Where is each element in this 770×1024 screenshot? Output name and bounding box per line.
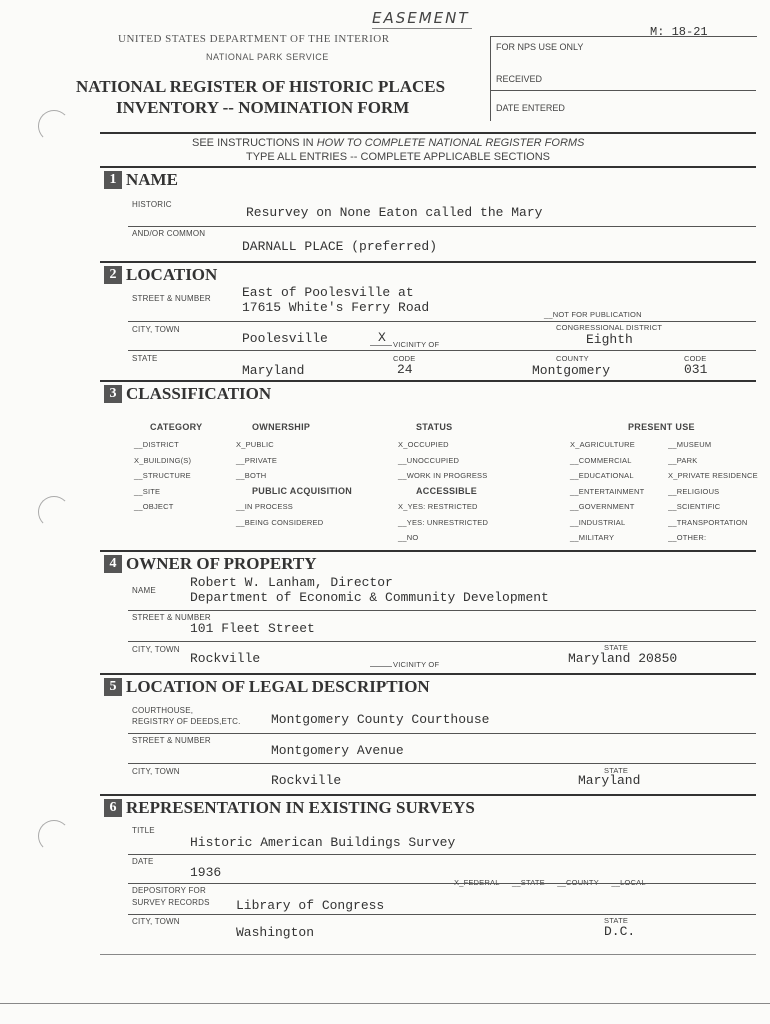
form-title-line1: NATIONAL REGISTER OF HISTORIC PLACES [76, 77, 446, 96]
present-use-option: __OTHER: [668, 533, 707, 542]
present-use-option: __RELIGIOUS [668, 486, 720, 496]
section-rule [100, 794, 756, 796]
present-use-option: __ENTERTAINMENT [570, 486, 645, 496]
status-option: X_OCCUPIED [398, 440, 449, 449]
present-use-option: __GOVERNMENT [570, 502, 635, 511]
present-use-col2 [668, 440, 760, 549]
legal-street-label: STREET & NUMBER [132, 736, 211, 745]
owner-city-label: CITY, TOWN [132, 645, 180, 654]
courthouse-label-1: COURTHOUSE, [132, 706, 194, 715]
present-use-option: __SCIENTIFIC [668, 502, 721, 511]
level-option: __STATE [512, 878, 545, 887]
instructions-text: SEE INSTRUCTIONS IN [192, 137, 317, 149]
city-value: Poolesville [242, 331, 328, 346]
survey-state-label: STATE [604, 916, 629, 925]
section-2-heading [104, 265, 217, 285]
owner-name-label: NAME [132, 586, 156, 595]
status-option: __WORK IN PROGRESS [398, 471, 488, 480]
courthouse-value: Montgomery County Courthouse [271, 712, 490, 727]
accessible-option: X_YES: RESTRICTED [398, 502, 478, 511]
present-use-option: __MUSEUM [668, 440, 712, 449]
accessible-options [398, 502, 488, 549]
form-title-line2: INVENTORY -- NOMINATION FORM [116, 98, 410, 117]
punch-hole [38, 110, 70, 142]
field-rule [128, 321, 756, 322]
survey-city: Washington [236, 925, 315, 940]
state-label: STATE [132, 354, 158, 363]
legal-state: Maryland [578, 773, 641, 788]
page-edge [0, 1003, 770, 1004]
section-number: 1 [104, 171, 122, 189]
status-option: __UNOCCUPIED [398, 455, 460, 465]
accessible-option: __NO [398, 533, 419, 542]
level-option: X_FEDERAL [454, 878, 500, 887]
owner-name-line1: Robert W. Lanham, Director [190, 575, 393, 590]
underline [372, 28, 472, 29]
ownership-option: X_PUBLIC [236, 440, 274, 449]
section-title: REPRESENTATION IN EXISTING SURVEYS [126, 798, 475, 817]
present-use-option: X_PRIVATE RESIDENCE [668, 471, 758, 480]
field-rule [128, 226, 756, 227]
state-value: Maryland [242, 363, 305, 378]
instructions-emphasis: HOW TO COMPLETE NATIONAL REGISTER FORMS [316, 137, 585, 149]
field-rule [128, 763, 756, 764]
instructions-line2: TYPE ALL ENTRIES -- COMPLETE APPLICABLE SECTIONS [246, 151, 551, 163]
section-title: LOCATION [126, 265, 218, 284]
category-options [134, 440, 191, 518]
depository-value: Library of Congress [236, 898, 385, 913]
owner-name-line2: Department of Economic & Community Development [190, 590, 549, 605]
depository-label-2: SURVEY RECORDS [132, 898, 210, 907]
depository-label-1: DEPOSITORY FOR [132, 886, 206, 895]
accessible-heading: ACCESSIBLE [416, 486, 478, 496]
section-rule [100, 261, 756, 263]
section-number: 6 [104, 799, 122, 817]
common-name: DARNALL PLACE (preferred) [242, 239, 438, 254]
category-option: __STRUCTURE [134, 471, 191, 480]
nps-use-only-label: FOR NPS USE ONLY [496, 42, 584, 52]
section-rule [100, 673, 756, 675]
owner-city: Rockville [190, 651, 261, 666]
divider [490, 90, 756, 91]
survey-date-label: DATE [132, 857, 154, 866]
section-title: LOCATION OF LEGAL DESCRIPTION [126, 677, 430, 696]
category-option: __SITE [134, 486, 161, 496]
common-name-label: AND/OR COMMON [132, 229, 206, 238]
section-number: 3 [104, 385, 122, 403]
field-rule [128, 914, 756, 915]
district-label: CONGRESSIONAL DISTRICT [556, 323, 663, 332]
category-option: __DISTRICT [134, 440, 179, 449]
present-use-option: __PARK [668, 455, 698, 465]
present-use-option: __INDUSTRIAL [570, 517, 626, 527]
acquisition-option: __IN PROCESS [236, 502, 294, 511]
vicinity-label: VICINITY OF [393, 340, 440, 349]
ownership-option: __BOTH [236, 471, 267, 480]
present-use-option: __TRANSPORTATION [668, 517, 748, 527]
historic-label: HISTORIC [132, 200, 172, 209]
easement-annotation: EASEMENT [372, 9, 470, 27]
present-use-option: X_AGRICULTURE [570, 440, 635, 449]
department-name: UNITED STATES DEPARTMENT OF THE INTERIOR [118, 33, 390, 45]
survey-state: D.C. [604, 924, 636, 939]
street-label: STREET & NUMBER [132, 294, 211, 303]
street-line1: East of Poolesville at [242, 285, 414, 300]
acquisition-option: __BEING CONSIDERED [236, 517, 324, 527]
date-entered-label: DATE ENTERED [496, 103, 565, 113]
survey-levels [454, 872, 646, 890]
ownership-option: __PRIVATE [236, 455, 278, 465]
legal-city: Rockville [271, 773, 342, 788]
county-code-label: CODE [684, 354, 707, 363]
field-rule [128, 350, 756, 351]
section-title: CLASSIFICATION [126, 384, 272, 403]
present-use-option: __MILITARY [570, 533, 615, 542]
section-3-heading [104, 384, 271, 404]
status-options [398, 440, 487, 487]
section-rule [100, 550, 756, 552]
field-rule [128, 610, 756, 611]
field-rule [128, 883, 756, 884]
header-rule [100, 132, 756, 134]
district-value: Eighth [586, 332, 633, 347]
punch-hole [38, 496, 70, 528]
vicinity-blank [370, 345, 392, 346]
category-option: __OBJECT [134, 502, 174, 511]
acquisition-options [236, 502, 323, 533]
section-4-heading [104, 554, 317, 574]
accessible-option: __YES: UNRESTRICTED [398, 517, 489, 527]
present-use-col1 [570, 440, 644, 549]
field-rule [128, 854, 756, 855]
section-number: 5 [104, 678, 122, 696]
map-reference: M: 18-21 [650, 25, 708, 39]
punch-hole [38, 820, 70, 852]
category-option: X_BUILDING(S) [134, 455, 192, 465]
owner-state: Maryland 20850 [568, 651, 678, 666]
section-1-heading [104, 170, 178, 190]
instructions-line1 [192, 137, 584, 149]
county-label: COUNTY [556, 354, 589, 363]
section-rule [100, 954, 756, 955]
legal-city-label: CITY, TOWN [132, 767, 180, 776]
legal-state-label: STATE [604, 766, 629, 775]
service-name: NATIONAL PARK SERVICE [206, 52, 329, 62]
section-number: 4 [104, 555, 122, 573]
section-title: OWNER OF PROPERTY [126, 554, 317, 573]
owner-state-label: STATE [604, 643, 629, 652]
city-label: CITY, TOWN [132, 325, 180, 334]
survey-date: 1936 [190, 865, 222, 880]
owner-street: 101 Fleet Street [190, 621, 315, 636]
header-rule [100, 166, 756, 168]
county-value: Montgomery [532, 363, 611, 378]
field-rule [128, 733, 756, 734]
level-option: __COUNTY [557, 878, 599, 887]
survey-city-label: CITY, TOWN [132, 917, 180, 926]
received-label: RECEIVED [496, 74, 543, 84]
owner-vicinity-label: VICINITY OF [393, 660, 440, 669]
category-heading: CATEGORY [150, 422, 203, 432]
level-option: __LOCAL [611, 878, 646, 887]
street-line2: 17615 White's Ferry Road [242, 300, 430, 315]
status-heading: STATUS [416, 422, 453, 432]
section-5-heading [104, 677, 430, 697]
ownership-heading: OWNERSHIP [252, 422, 311, 432]
section-number: 2 [104, 266, 122, 284]
owner-street-label: STREET & NUMBER [132, 613, 211, 622]
vicinity-mark: X [378, 330, 386, 345]
present-use-option: __COMMERCIAL [570, 455, 632, 465]
county-code: 031 [684, 362, 708, 377]
present-use-option: __EDUCATIONAL [570, 471, 634, 480]
survey-title: Historic American Buildings Survey [190, 835, 456, 850]
historic-name: Resurvey on None Eaton called the Mary [246, 205, 543, 220]
present-use-heading: PRESENT USE [628, 422, 695, 432]
section-6-heading [104, 798, 475, 818]
not-for-publication: __NOT FOR PUBLICATION [544, 310, 642, 319]
legal-street: Montgomery Avenue [271, 743, 404, 758]
section-title: NAME [126, 170, 178, 189]
section-rule [100, 380, 756, 382]
field-rule [128, 641, 756, 642]
state-code: 24 [397, 362, 413, 377]
ownership-options [236, 440, 277, 487]
courthouse-label-2: REGISTRY OF DEEDS,ETC. [132, 717, 241, 726]
acquisition-heading: PUBLIC ACQUISITION [252, 486, 353, 496]
survey-title-label: TITLE [132, 826, 155, 835]
state-code-label: CODE [393, 354, 416, 363]
vicinity-blank [370, 666, 392, 667]
